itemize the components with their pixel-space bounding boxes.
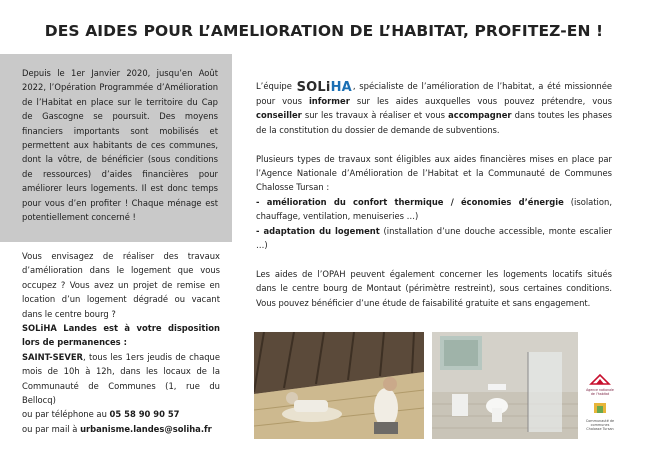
team-text-d: dans toutes les phases de la constitution du dossier de demande de subventions. (256, 110, 612, 135)
email-link[interactable]: urbanisme.landes@soliha.fr (80, 423, 212, 434)
page-title: DES AIDES POUR L’AMELIORATION DE L’HABITAT, PROFITEZ-EN ! (44, 22, 604, 40)
availability-text: SOLiHA Landes est à votre disposition lors de permanences : (22, 323, 220, 348)
question-paragraph: Vous envisagez de réaliser des travaux d’amélioration dans le logement que vous occupez ? Vous avez un projet de remise en location d’un logement dégradé ou vacant dans le centre bourg ? (22, 251, 220, 319)
contact-column (22, 249, 220, 436)
chalosse-tursan-logo-text: Communauté de communes Chalosse Tursan (585, 419, 615, 431)
intro-text: Depuis le 1er Janvier 2020, jusqu’en Août 2022, l’Opération Programmée d’Amélioration de l’Habitat en place sur le territoire du Cap de Gascogne se poursuit. Des moyens financiers importants sont mobilisés et permettent aux habitants de ces communes, dont la vôtre, de bénéficier (sous conditions de ressources) d’aides financières pour améliorer leurs logements. Il est donc temps pour vous d’en profiter ! Chaque ménage est potentiellement concerné ! (22, 68, 218, 223)
rental-paragraph: Les aides de l’OPAH peuvent également concerner les logements locatifs situés dans le centre bourg de Montaut (périmètre restreint), sous certaines conditions. Vous pouvez bénéficier d’une étude de faisabilité gratuite et sans engagement. (256, 268, 612, 308)
works-item-2-detail: (installation d’une douche accessible, monte escalier …) (256, 225, 612, 251)
location-text: , tous les 1ers jeudis de chaque mois de 10h à 12h, dans les locaux de la Communauté de Communes (1, rue du Bellocq) (22, 351, 220, 406)
anah-logo-text: Agence nationale de l’habitat (586, 388, 614, 396)
partner-logos (585, 370, 615, 442)
soliha-logo-part1: SOLi (296, 80, 331, 95)
keyword-informer: informer (308, 96, 350, 106)
chalosse-tursan-logo (585, 400, 615, 442)
location-label: SAINT-SEVER (22, 351, 83, 362)
anah-logo (585, 370, 615, 398)
works-item-1-detail: (isolation, chauffage, ventilation, menuiseries …) (256, 196, 612, 222)
keyword-conseiller: conseiller (256, 110, 302, 121)
works-intro: Plusieurs types de travaux sont éligibles aux aides financières mises en place par l’Agence Nationale d’Amélioration de l’Habitat et la Communauté de Communes Chalosse Tursan : (256, 153, 612, 193)
works-paragraph (256, 152, 612, 253)
phone-prefix: ou par téléphone au (22, 409, 110, 420)
team-prefix: L’équipe (256, 81, 292, 91)
team-text-b: sur les aides auxquelles vous pouvez prétendre, vous (349, 96, 612, 106)
phone-number[interactable]: 05 58 90 90 57 (109, 409, 180, 420)
bathroom-photo (432, 332, 578, 439)
permanence-paragraph (22, 321, 220, 436)
keyword-accompagner: accompagner (448, 110, 512, 121)
soliha-logo (297, 81, 352, 94)
info-column (256, 79, 612, 324)
works-item-2-title: - adaptation du logement (256, 225, 380, 236)
attic-insulation-photo (254, 332, 424, 439)
soliha-logo-part2: HA (330, 80, 352, 95)
team-paragraph (256, 79, 612, 137)
email-prefix: ou par mail à (22, 423, 81, 434)
team-text-c: sur les travaux à réaliser et vous (301, 110, 449, 121)
works-item-1-title: - amélioration du confort thermique / économies d’énergie (256, 196, 564, 207)
team-text-a: , spécialiste de l’amélioration de l’habitat, a été missionnée pour vous (256, 81, 612, 106)
